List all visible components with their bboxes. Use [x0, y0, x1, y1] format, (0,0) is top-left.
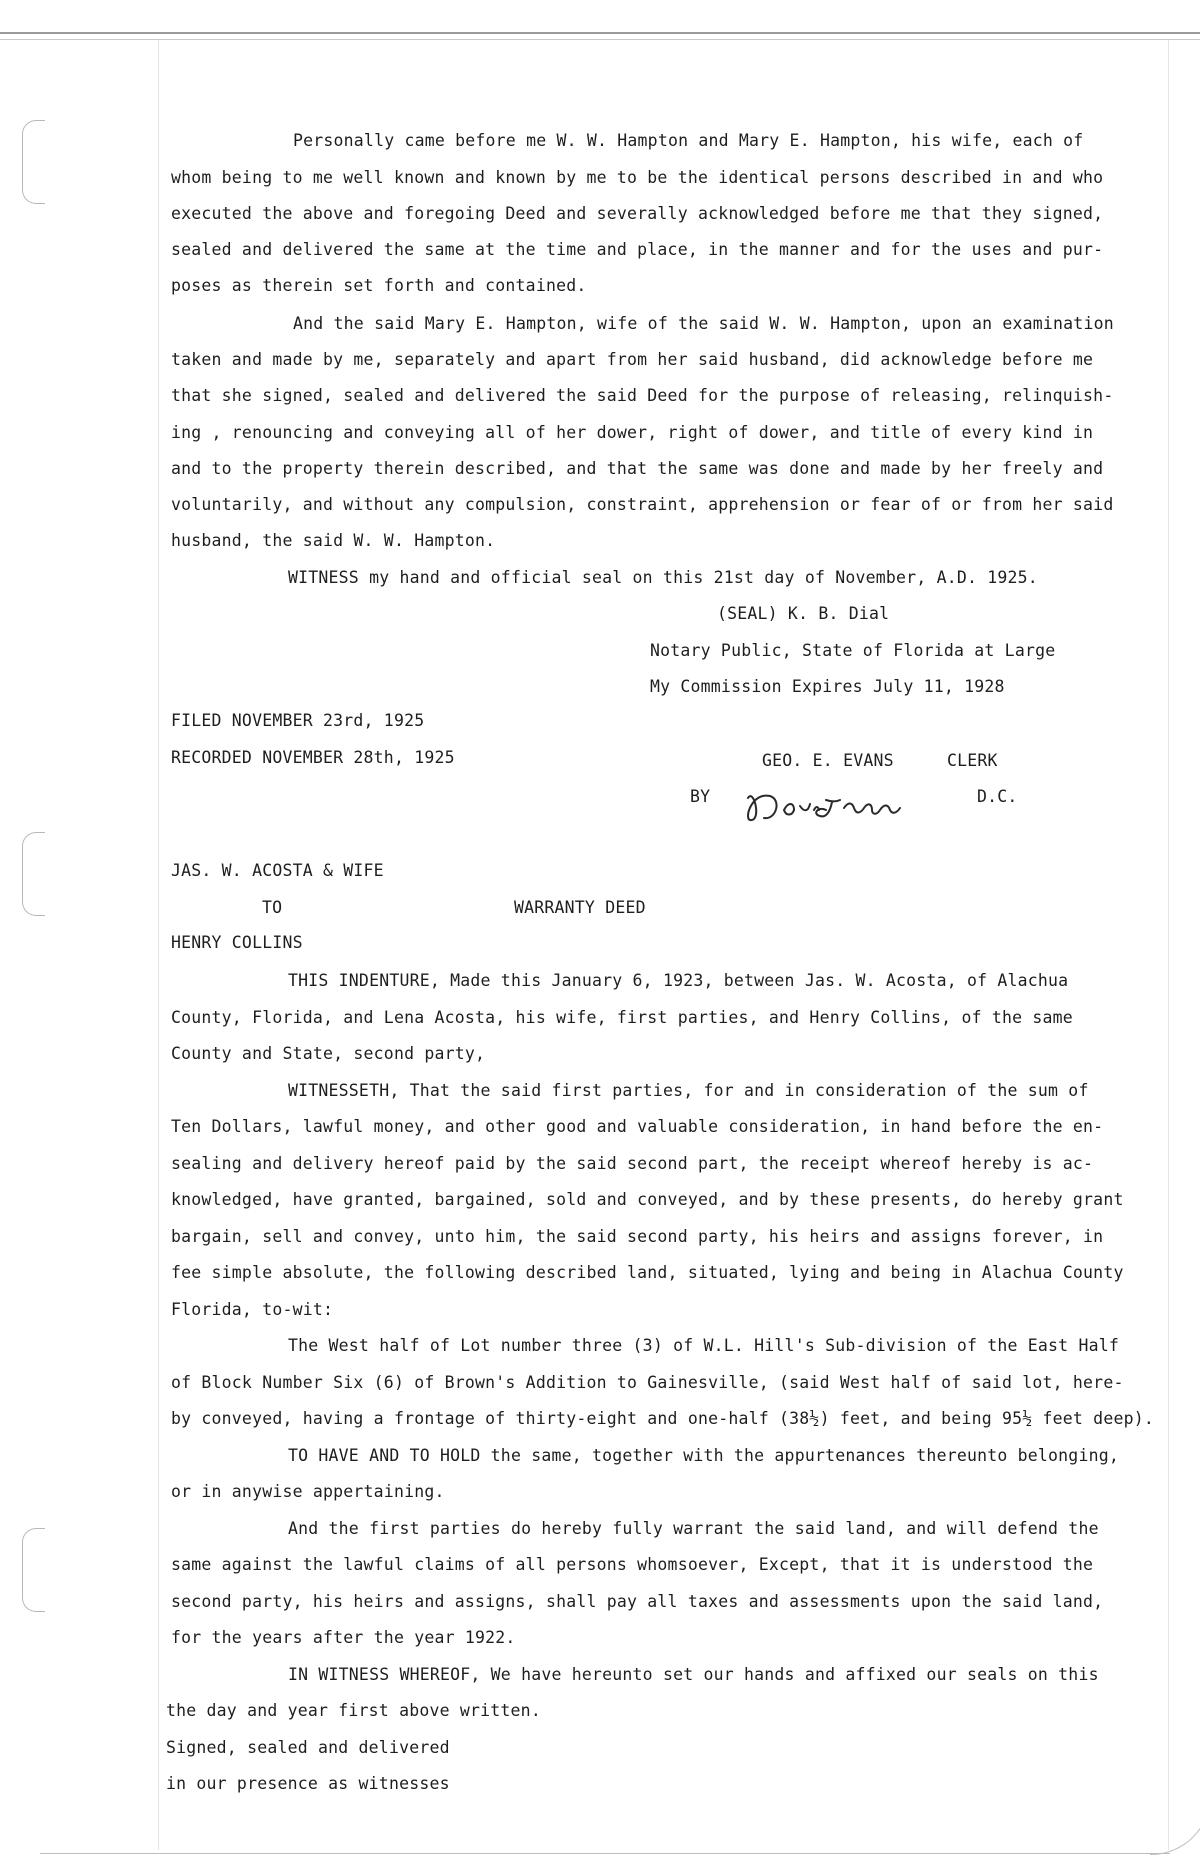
deed-line-9: fee simple absolute, the following described land, situated, lying and being in Alachua County: [171, 1263, 1124, 1282]
deed-line-11: The West half of Lot number three (3) of W.L. Hill's Sub-division of the East Half: [288, 1336, 1119, 1355]
deed-grantee: HENRY COLLINS: [171, 933, 303, 952]
ack-witness-line: WITNESS my hand and official seal on this 21st day of November, A.D. 1925.: [288, 568, 1038, 587]
deed-line-19: for the years after the year 1922.: [171, 1628, 516, 1647]
recorded-date: RECORDED NOVEMBER 28th, 1925: [171, 748, 455, 767]
deed-line-5: Ten Dollars, lawful money, and other good and valuable consideration, in hand before the en-: [171, 1117, 1104, 1136]
top-rule: [0, 32, 1200, 40]
ack-line-5: poses as therein set forth and contained.: [171, 276, 587, 295]
notary-seal-line: (SEAL) K. B. Dial: [717, 604, 890, 623]
deed-line-12: of Block Number Six (6) of Brown's Addition to Gainesville, (said West half of said lot, here-: [171, 1373, 1124, 1392]
deed-line-8: bargain, sell and convey, unto him, the said second party, his heirs and assigns forever, in: [171, 1227, 1104, 1246]
ack-line-3: executed the above and foregoing Deed and severally acknowledged before me that they signed,: [171, 204, 1104, 223]
ack-line-12: husband, the said W. W. Hampton.: [171, 531, 496, 550]
filed-date: FILED NOVEMBER 23rd, 1925: [171, 711, 425, 730]
deed-line-17: same against the lawful claims of all persons whomsoever, Except, that it is understood the: [171, 1555, 1094, 1574]
deed-line-20: IN WITNESS WHEREOF, We have hereunto set our hands and affixed our seals on this: [288, 1665, 1099, 1684]
ack-line-7: taken and made by me, separately and apart from her said husband, did acknowledge before me: [171, 350, 1094, 369]
deed-line-14: TO HAVE AND TO HOLD the same, together with the appurtenances thereunto belonging,: [288, 1446, 1119, 1465]
by-label: BY: [690, 787, 711, 806]
ack-line-1: Personally came before me W. W. Hampton and Mary E. Hampton, his wife, each of: [293, 131, 1084, 150]
deed-grantor: JAS. W. ACOSTA & WIFE: [171, 861, 384, 880]
bottom-rule: [40, 1853, 1170, 1854]
left-margin-line: [158, 40, 159, 1850]
deed-line-7: knowledged, have granted, bargained, sold and conveyed, and by these presents, do hereby grant: [171, 1190, 1124, 1209]
notary-commission-line: My Commission Expires July 11, 1928: [650, 677, 1005, 696]
clerk-signature: [740, 780, 960, 830]
deed-line-16: And the first parties do hereby fully warrant the said land, and will defend the: [288, 1519, 1099, 1538]
binder-hole-2: [22, 832, 45, 916]
notary-title-line: Notary Public, State of Florida at Large: [650, 641, 1056, 660]
deed-line-13: by conveyed, having a frontage of thirty-eight and one-half (38½) feet, and being 95½ feet deep).: [171, 1409, 1154, 1428]
binder-hole-3: [22, 1528, 45, 1612]
ack-line-11: voluntarily, and without any compulsion, constraint, apprehension or fear of or from her said: [171, 495, 1114, 514]
deed-type: WARRANTY DEED: [514, 898, 646, 917]
deed-line-3: County and State, second party,: [171, 1044, 486, 1063]
binder-hole-1: [22, 120, 45, 204]
deed-line-15: or in anywise appertaining.: [171, 1482, 445, 1501]
deed-line-10: Florida, to-wit:: [171, 1300, 334, 1319]
deed-to: TO: [262, 898, 283, 917]
deed-line-23: in our presence as witnesses: [166, 1774, 450, 1793]
ack-line-9: ing , renouncing and conveying all of her dower, right of dower, and title of every kind in: [171, 423, 1094, 442]
deed-line-22: Signed, sealed and delivered: [166, 1738, 450, 1757]
ack-line-6: And the said Mary E. Hampton, wife of the said W. W. Hampton, upon an examination: [293, 314, 1114, 333]
page-corner-curl: [1150, 1770, 1200, 1855]
deed-line-1: THIS INDENTURE, Made this January 6, 1923, between Jas. W. Acosta, of Alachua: [288, 971, 1069, 990]
deed-line-2: County, Florida, and Lena Acosta, his wife, first parties, and Henry Collins, of the same: [171, 1008, 1073, 1027]
ack-line-4: sealed and delivered the same at the time and place, in the manner and for the uses and pur-: [171, 240, 1104, 259]
dc-label: D.C.: [977, 787, 1018, 806]
deed-line-18: second party, his heirs and assigns, shall pay all taxes and assessments upon the said land,: [171, 1592, 1104, 1611]
clerk-title: CLERK: [947, 751, 998, 770]
deed-line-6: sealing and delivery hereof paid by the said second part, the receipt whereof hereby is ac-: [171, 1154, 1094, 1173]
right-edge-line: [1168, 40, 1169, 1850]
ack-line-10: and to the property therein described, and that the same was done and made by her freely and: [171, 459, 1104, 478]
deed-line-21: the day and year first above written.: [166, 1701, 541, 1720]
deed-line-4: WITNESSETH, That the said first parties, for and in consideration of the sum of: [288, 1081, 1089, 1100]
clerk-name: GEO. E. EVANS: [762, 751, 894, 770]
ack-line-8: that she signed, sealed and delivered the said Deed for the purpose of releasing, relinquish-: [171, 386, 1114, 405]
ack-line-2: whom being to me well known and known by me to be the identical persons described in and who: [171, 168, 1104, 187]
